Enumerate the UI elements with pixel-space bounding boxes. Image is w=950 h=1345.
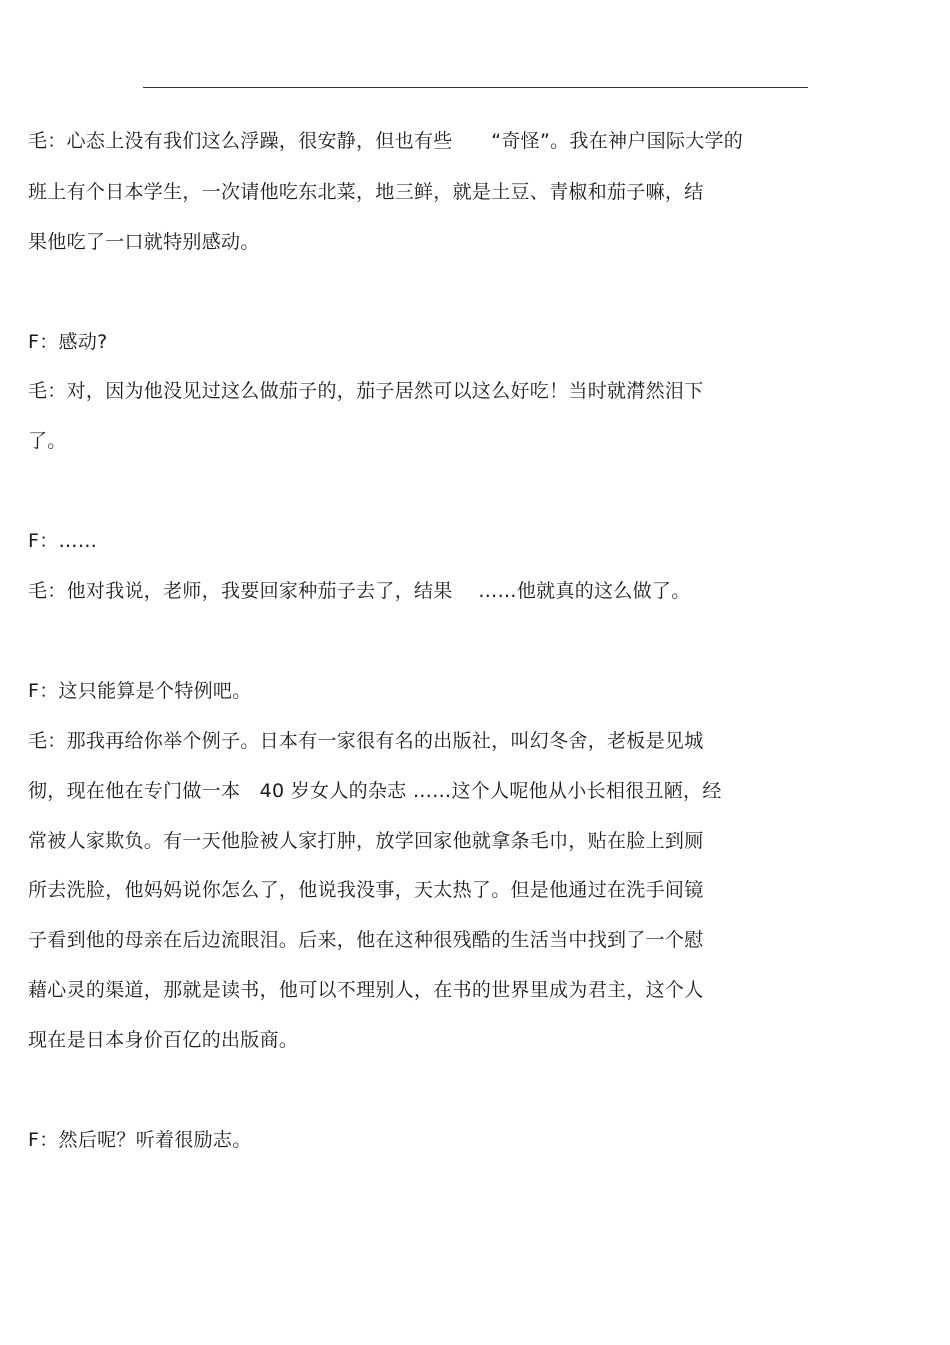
header-rule	[143, 87, 808, 88]
text-line: 毛：那我再给你举个例子。日本有一家很有名的出版社，叫幻冬舍，老板是见城	[28, 730, 704, 752]
text-line: F：然后呢？听着很励志。	[28, 1129, 252, 1151]
text-line: 毛：他对我说，老师，我要回家种茄子去了，结果 ……他就真的这么做了。	[28, 580, 691, 602]
text-line: F：这只能算是个特例吧。	[28, 680, 252, 702]
text-line: 现在是日本身价百亿的出版商。	[28, 1029, 299, 1051]
text-line: 藉心灵的渠道，那就是读书，他可以不理别人，在书的世界里成为君主，这个人	[28, 979, 704, 1001]
text-line: 所去洗脸，他妈妈说你怎么了，他说我没事，天太热了。但是他通过在洗手间镜	[28, 879, 704, 901]
text-line: 毛：对，因为他没见过这么做茄子的，茄子居然可以这么好吃！当时就潸然泪下	[28, 380, 704, 402]
text-line: 班上有个日本学生，一次请他吃东北菜，地三鲜，就是土豆、青椒和茄子嘛，结	[28, 181, 704, 203]
text-line: 果他吃了一口就特别感动。	[28, 231, 260, 253]
text-line: F：……	[28, 530, 98, 552]
text-line: 彻，现在他在专门做一本 40 岁女人的杂志 ……这个人呢他从小长相很丑陋，经	[28, 780, 722, 802]
text-line: F：感动?	[28, 331, 108, 353]
text-line: 了。	[28, 430, 67, 452]
text-line: 毛：心态上没有我们这么浮躁，很安静，但也有些 “奇怪”。我在神户国际大学的	[28, 130, 744, 152]
text-line: 常被人家欺负。有一天他脸被人家打肿，放学回家他就拿条毛巾，贴在脸上到厕	[28, 830, 704, 852]
text-line: 子看到他的母亲在后边流眼泪。后来，他在这种很残酷的生活当中找到了一个慰	[28, 929, 704, 951]
